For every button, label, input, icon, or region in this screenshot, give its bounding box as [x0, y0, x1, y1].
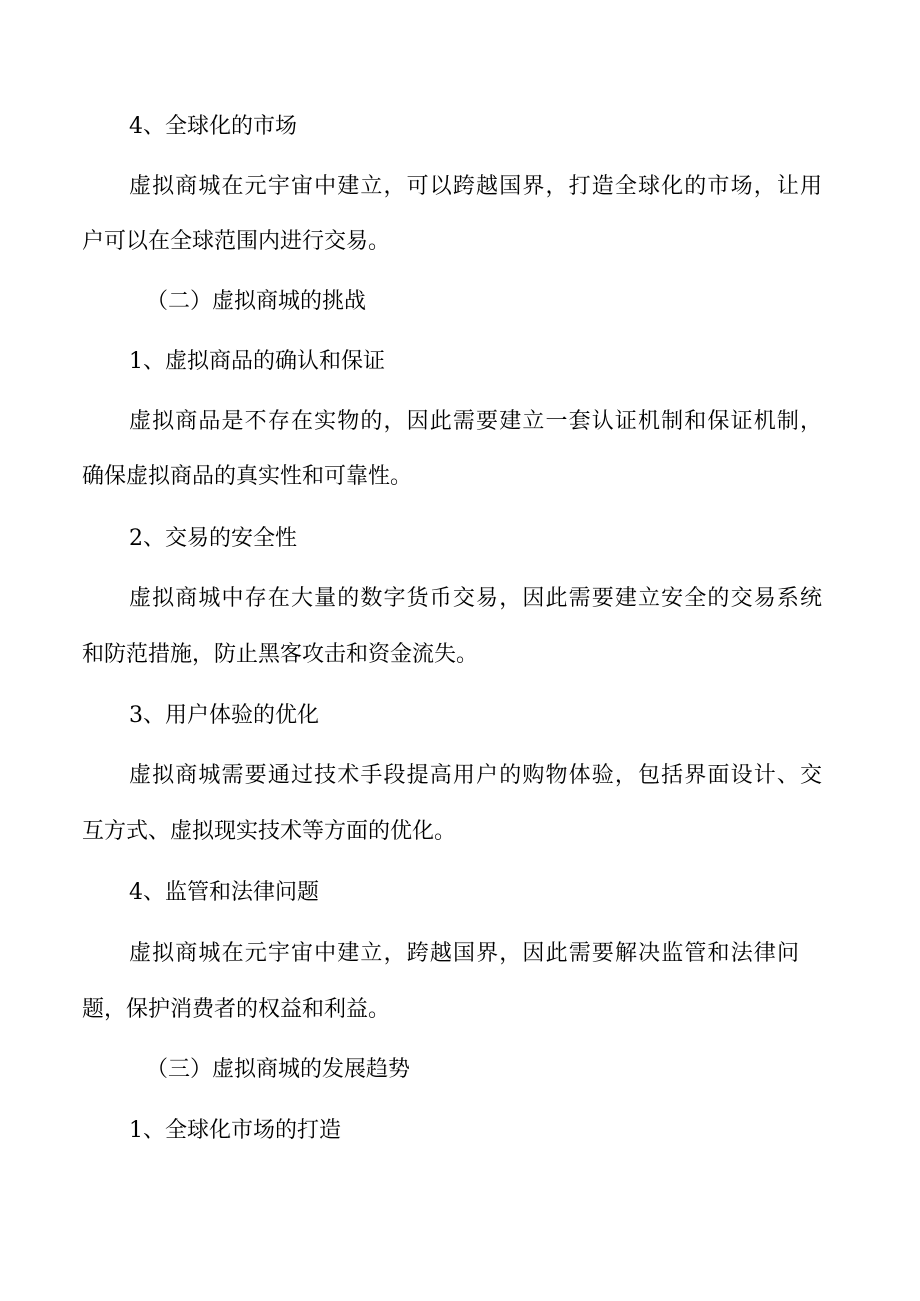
paragraph-line: 虚拟商城中存在大量的数字货币交易，因此需要建立安全的交易系统	[129, 586, 822, 611]
section-title-trends: （三）虚拟商城的发展趋势	[146, 1057, 411, 1082]
paragraph-line: 题，保护消费者的权益和利益。	[82, 997, 391, 1022]
paragraph-line: 虚拟商品是不存在实物的，因此需要建立一套认证机制和保证机制，	[129, 409, 822, 434]
paragraph-line: 确保虚拟商品的真实性和可靠性。	[82, 464, 413, 489]
heading-global-market-building: 1、全球化市场的打造	[129, 1118, 341, 1143]
heading-goods-verification: 1、虚拟商品的确认和保证	[129, 349, 385, 374]
paragraph-line: 虚拟商城需要通过技术手段提高用户的购物体验，包括界面设计、交	[129, 763, 822, 788]
heading-global-market: 4、全球化的市场	[129, 114, 297, 139]
paragraph-line: 和防范措施，防止黑客攻击和资金流失。	[82, 642, 479, 667]
paragraph-line: 虚拟商城在元宇宙中建立，可以跨越国界，打造全球化的市场，让用	[129, 174, 822, 199]
paragraph-line: 户可以在全球范围内进行交易。	[82, 229, 391, 254]
heading-user-experience: 3、用户体验的优化	[129, 703, 319, 728]
section-title-challenges: （二）虚拟商城的挑战	[146, 289, 367, 314]
heading-transaction-security: 2、交易的安全性	[129, 526, 297, 551]
heading-regulation-law: 4、监管和法律问题	[129, 880, 319, 905]
paragraph-line: 虚拟商城在元宇宙中建立，跨越国界，因此需要解决监管和法律问	[129, 941, 799, 966]
paragraph-line: 互方式、虚拟现实技术等方面的优化。	[82, 819, 457, 844]
